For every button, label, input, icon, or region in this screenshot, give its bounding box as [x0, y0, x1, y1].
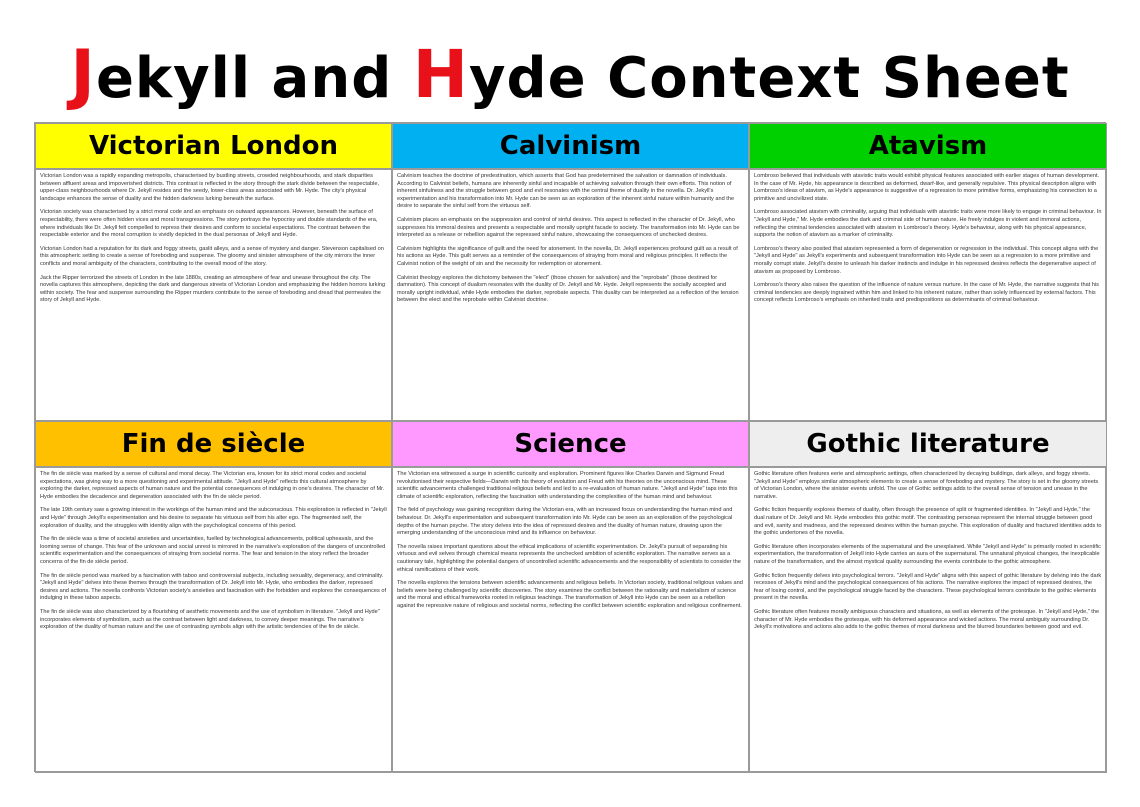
paragraph: The novella explores the tensions between scientific advancements and religious beliefs. In Victorian society, traditional religious values and beliefs were being challenged by scientific discoveries. The story examines the conflict between the rationality and materialism of science and the moral and ethical frameworks rooted in religious teachings. The transformation of Jekyll into Hyde can be seen as a rebellion against the repressive nature of religious and societal norms, reflecting the conflict between scientific exploration and religious confinement. — [397, 580, 743, 609]
paragraph: The fin de siècle was marked by a sense of cultural and moral decay. The Victorian era, known for its strict moral codes and societal expectations, was giving way to a more questioning and experimental attitude. "Jekyll and Hyde" reflects this cultural atmosphere by exploring the darker, repressed aspects of human nature and the potential consequences of indulging in one's desires. The character of Mr. Hyde embodies the decadence and degeneration associated with the fin de siècle period. — [40, 471, 385, 500]
paragraph: Calvinism highlights the significance of guilt and the need for atonement. In the novella, Dr. Jekyll experiences profound guilt as a result of his actions as Hyde. This guilt serves as a reminder of the consequences of straying from moral and religious principles. It reflects the Calvinist notion of the weight of sin and the necessity for redemption or atonement. — [397, 245, 738, 267]
section-science — [392, 467, 749, 773]
paragraph: Lombroso associated atavism with criminality, arguing that individuals with atavistic traits were more likely to engage in criminal behaviour. In "Jekyll and Hyde," Mr. Hyde embodies the dark and criminal side of human nature. He freely indulges in violent and immoral actions, reflecting the criminal tendencies associated with atavism in Lombroso's theory. Hyde's behaviour, along with his physical appearance, supports the notion of atavism as a marker of criminality. — [754, 209, 1102, 239]
paragraph: Gothic literature often features morally ambiguous characters and situations, as well as elements of the grotesque. In "Jekyll and Hyde," the character of Mr. Hyde embodies the grotesque, with his deformed appearance and wicked actions. The moral ambiguity surrounding Dr. Jekyll's motivations and actions also adds to the gothic themes of moral darkness and the blurred boundaries between good and evil. — [754, 608, 1100, 631]
section-gothic-literature — [749, 467, 1107, 773]
paragraph: Gothic fiction frequently delves into psychological terrors. "Jekyll and Hyde" aligns with this aspect of gothic literature by delving into the dark recesses of Jekyll's mind and the psychological consequences of his actions. The narrative explores the impact of repressed desires, the fear of losing control, and the psychological struggle faced by the characters. These psychological terrors contribute to the gothic elements present in the novella. — [754, 572, 1102, 602]
paragraph: The novella raises important questions about the ethical implications of scientific experimentation. Dr. Jekyll's pursuit of separating his virtuous and evil selves through chemical means represents the unchecked ambition of scientific exploration. The narrative serves as a cautionary tale, highlighting the potential dangers of uncontrolled scientific advancements and the responsibility of scientists to consider the ethical ramifications of their work. — [397, 543, 741, 573]
paragraph: The Victorian era witnessed a surge in scientific curiosity and exploration. Prominent figures like Charles Darwin and Sigmund Freud revolutionised their respective fields—Darwin with his theory of evolution and Freud with his theories on the unconscious mind. These scientific advancements challenged traditional religious beliefs and led to a re-evaluation of human nature. "Jekyll and Hyde" taps into this climate of scientific exploration, reflecting the fascination with understanding the complexities of the human mind and behaviour. — [397, 471, 738, 500]
paragraph: Victorian London had a reputation for its dark and foggy streets, gaslit alleys, and a sense of mystery and danger. Stevenson capitalised on this atmospheric setting to create a sense of foreboding and suspense. The gloomy and sinister atmosphere of the city mirrors the inner conflicts and moral ambiguity of the characters, contributing to the overall mood of the story. — [40, 245, 384, 267]
heading-gothic-literature: Gothic literature — [749, 421, 1107, 467]
section-calvinism — [392, 169, 749, 421]
paragraph: Calvinism places an emphasis on the suppression and control of sinful desires. This aspect is reflected in the character of Dr. Jekyll, who suppresses his immoral desires and presents a respectable and morally upright facade to society. The transformation into Mr. Hyde can be interpreted as a release or rebellion against the repressed sinful nature, showcasing the consequences of unchecked desires. — [397, 216, 740, 239]
paragraph: The fin de siècle was a time of societal anxieties and uncertainties, fuelled by technological advancements, political upheavals, and the looming sense of change. This fear of the unknown and social unrest is mirrored in the narrative's exploration of the dangers of uncontrolled scientific experimentation and the consequences of straying from societal norms. The fear and tension in the story reflect the broader concerns of the fin de siècle period. — [40, 536, 386, 565]
title-letter-j: J — [70, 36, 96, 113]
paragraph: Jack the Ripper terrorized the streets of London in the late 1880s, creating an atmosphere of fear and unease throughout the city. The novella captures this atmosphere, depicting the dark and dangerous streets of Victorian London and emphasizing the hidden horrors lurking within society. The fear and suspense surrounding the Ripper murders contribute to the sense of foreboding and dread that permeates the story of Jekyll and Hyde. — [40, 274, 386, 304]
heading-victorian-london: Victorian London — [35, 123, 392, 169]
title-letter-h: H — [412, 36, 470, 113]
heading-fin-de-siecle: Fin de siècle — [35, 421, 392, 467]
title-part-1: ekyll and — [95, 46, 413, 111]
heading-science: Science — [392, 421, 749, 467]
paragraph: Lombroso's theory also raises the question of the influence of nature versus nurture. In the case of Mr. Hyde, the narrative suggests that his criminal tendencies are deeply ingrained within him and linked to his inherent nature, rather than solely influenced by external factors. This concept reflects Lombroso's emphasis on inherited traits and predispositions as determinants of criminal behaviour. — [754, 282, 1099, 304]
paragraph: The field of psychology was gaining recognition during the Victorian era, with an increased focus on understanding the human mind and behaviour. Dr. Jekyll's experimentation and subsequent transformation into Mr. Hyde can be seen as an exploration of the psychological depths of the human psyche. The story delves into the idea of repressed desires and the duality of human nature, drawing upon the emerging understanding of the unconscious mind and its influence on behaviour. — [397, 507, 733, 537]
paragraph: The late 19th century saw a growing interest in the workings of the human mind and the subconscious. This exploration is reflected in "Jekyll and Hyde" through Jekyll's experimentation and his desire to separate his virtuous self from his alter ego. The fragmented self, the exploration of duality, and the struggles with identity align with the psychological concerns of this period. — [40, 507, 387, 529]
paragraph: Gothic literature often features eerie and atmospheric settings, often characterized by decaying buildings, dark alleys, and foggy streets. "Jekyll and Hyde" employs similar atmospheric elements to create a sense of foreboding and mystery. The story is set in the gloomy streets of Victorian London, where the sinister events unfold. The use of Gothic settings adds to the overall sense of tension and unease in the narrative. — [754, 471, 1099, 500]
context-grid — [34, 122, 1106, 772]
title-part-2: yde Context Sheet — [469, 46, 1070, 111]
paragraph: Victorian society was characterised by a strict moral code and an emphasis on outward appearances. However, beneath the surface of respectability, there were often hidden vices and moral transgressions. The story portrays the hypocrisy and double standards of the era, where individuals like Dr. Jekyll felt compelled to repress their desires and conform to societal expectations. The contrast between the respectable exterior and the moral corruption is vividly depicted in the dual personas of Jekyll and Hyde. — [40, 209, 378, 239]
paragraph: Gothic fiction frequently explores themes of duality, often through the presence of split or fragmented identities. In "Jekyll and Hyde," the dual nature of Dr. Jekyll and Mr. Hyde embodies this gothic motif. The contrasting personas represent the internal struggle between good and evil, sanity and madness, and the repressed desires within the human psyche. This exploration of duality and fractured identities adds to the gothic undertones of the novella. — [754, 507, 1102, 537]
paragraph: The fin de siècle period was marked by a fascination with taboo and controversial subjects, including sexuality, degeneracy, and criminality. "Jekyll and Hyde" delves into these themes through the transformation of Dr. Jekyll into Mr. Hyde, who embodies the darker, repressed desires and actions. The novella confronts Victorian society's anxieties and fascination with the forbidden and explores the consequences of indulging in these taboo aspects. — [40, 572, 387, 602]
paragraph: Victorian London was a rapidly expanding metropolis, characterised by bustling streets, crowded neighbourhoods, and stark disparities between affluent areas and impoverished districts. This contrast is reflected in the story through the stark divide between the respectable, upper-class neighbourhoods where Dr. Jekyll resides and the seedy, lower-class areas associated with Mr. Hyde. The city's physical landscape enhances the sense of duality and the hidden darkness lurking beneath the surface. — [40, 173, 380, 202]
paragraph: Gothic literature often incorporates elements of the supernatural and the unexplained. While "Jekyll and Hyde" is primarily rooted in scientific experimentation, the transformation of Jekyll into Hyde carries an aura of the supernatural. The unnatural physical changes, the inexplicable nature of the transformation, and the almost mystical quality surrounding the events contribute to the gothic atmosphere. — [754, 543, 1101, 565]
heading-calvinism: Calvinism — [392, 123, 749, 169]
paragraph: Lombroso's theory also posited that atavism represented a form of degeneration or regression in the individual. This concept aligns with the "Jekyll and Hyde" as Jekyll's experiments and subsequent transformation into Hyde can be seen as a regression to a more primitive and morally corrupt state. Jekyll's desire to unleash his darker instincts and indulge in his repressed desires reflects the degenerative aspect of atavism as proposed by Lombroso. — [754, 245, 1099, 275]
section-atavism — [749, 169, 1107, 421]
paragraph: Lombroso believed that individuals with atavistic traits would exhibit physical features associated with earlier stages of human development. In the case of Mr. Hyde, his appearance is described as deformed, dwarf-like, and generally repulsive. This physical description aligns with Lombroso's ideas of atavism, as Hyde's appearance is suggestive of a regression to more primitive forms, emphasizing his connection to a primitive and uncivilized state. — [754, 173, 1100, 202]
section-victorian-london — [35, 169, 392, 421]
heading-atavism: Atavism — [749, 123, 1107, 169]
section-fin-de-siecle — [35, 467, 392, 773]
paragraph: Calvinist theology explores the dichotomy between the "elect" (those chosen for salvation) and the "reprobate" (those destined for damnation). This concept of dualism resonates with the duality of Dr. Jekyll and Mr. Hyde. Jekyll represents the socially accepted and morally upright individual, while Hyde embodies the darker, reprobate aspects. This duality can be interpreted as a reflection of the tension between the elect and the reprobate within Calvinist doctrine. — [397, 274, 739, 304]
paragraph: The fin de siècle was also characterized by a flourishing of aesthetic movements and the use of symbolism in literature. "Jekyll and Hyde" incorporates elements of symbolism, such as the contrast between light and darkness, to convey deeper meanings. The narrative's exploration of the duality of human nature and the use of contrasting symbols align with the artistic tendencies of the fin de siècle. — [40, 608, 380, 631]
paragraph: Calvinism teaches the doctrine of predestination, which asserts that God has predetermined the salvation or damnation of individuals. According to Calvinist beliefs, humans are inherently sinful and incapable of achieving salvation through their own efforts. This notion of inherent sinfulness and the struggle between good and evil resonates with the central theme of duality in the novella. Dr. Jekyll's experimentation and his transformation into Mr. Hyde can be seen as an exploration of the inherent sinful nature within humanity and the desire to separate the sinful self from the virtuous self. — [397, 173, 735, 210]
page-title — [0, 36, 1140, 114]
